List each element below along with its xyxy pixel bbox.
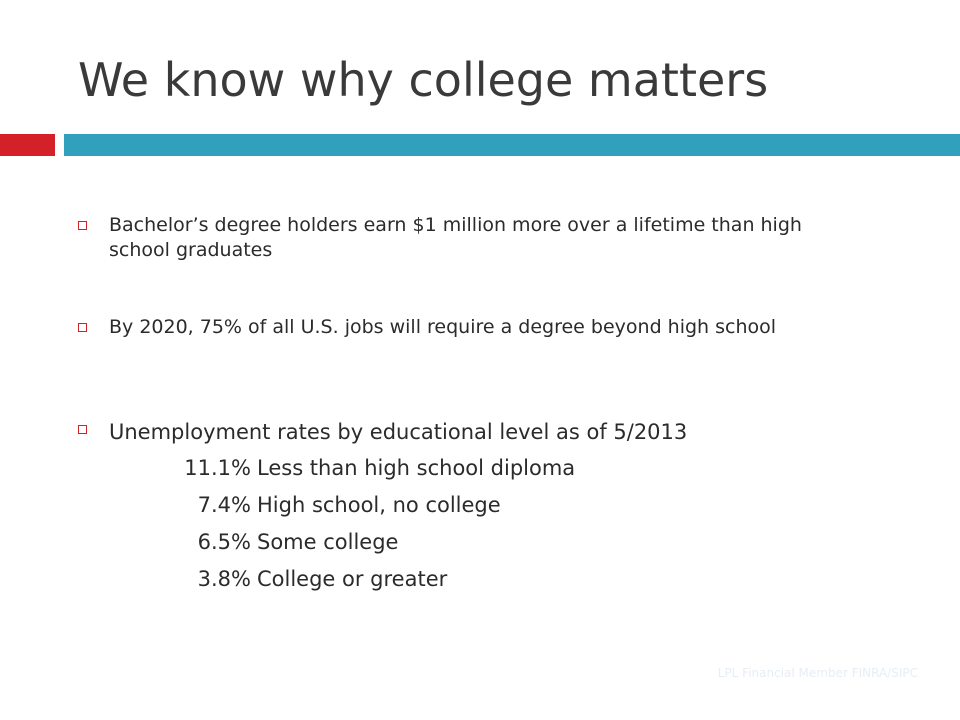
- bullet-text: Bachelor’s degree holders earn $1 million more over a lifetime than high school graduates: [109, 214, 802, 261]
- bullet-text: Unemployment rates by educational level as of 5/2013: [109, 420, 688, 444]
- rate-value: 11.1%: [184, 456, 251, 480]
- unemployment-rate-row: [158, 527, 398, 557]
- square-bullet-icon: [78, 323, 87, 332]
- square-bullet-icon: [78, 425, 87, 434]
- unemployment-rate-row: [158, 564, 447, 594]
- square-bullet-icon: [78, 221, 87, 230]
- rate-label: College or greater: [257, 567, 448, 591]
- bullet-item: [78, 213, 858, 263]
- rate-value: 3.8%: [197, 567, 251, 591]
- unemployment-rate-row: [158, 453, 575, 483]
- bullet-text: By 2020, 75% of all U.S. jobs will require a degree beyond high school: [109, 316, 777, 338]
- slide-title: We know why college matters: [78, 53, 769, 107]
- bullet-item: [78, 417, 858, 447]
- rate-value: 6.5%: [197, 530, 251, 554]
- unemployment-rate-row: [158, 490, 501, 520]
- rate-label: Some college: [257, 530, 399, 554]
- rate-label: Less than high school diploma: [257, 456, 576, 480]
- rate-label: High school, no college: [257, 493, 501, 517]
- rate-value: 7.4%: [197, 493, 251, 517]
- footer-disclaimer: LPL Financial Member FINRA/SIPC: [717, 666, 918, 680]
- bullet-item: [78, 315, 858, 340]
